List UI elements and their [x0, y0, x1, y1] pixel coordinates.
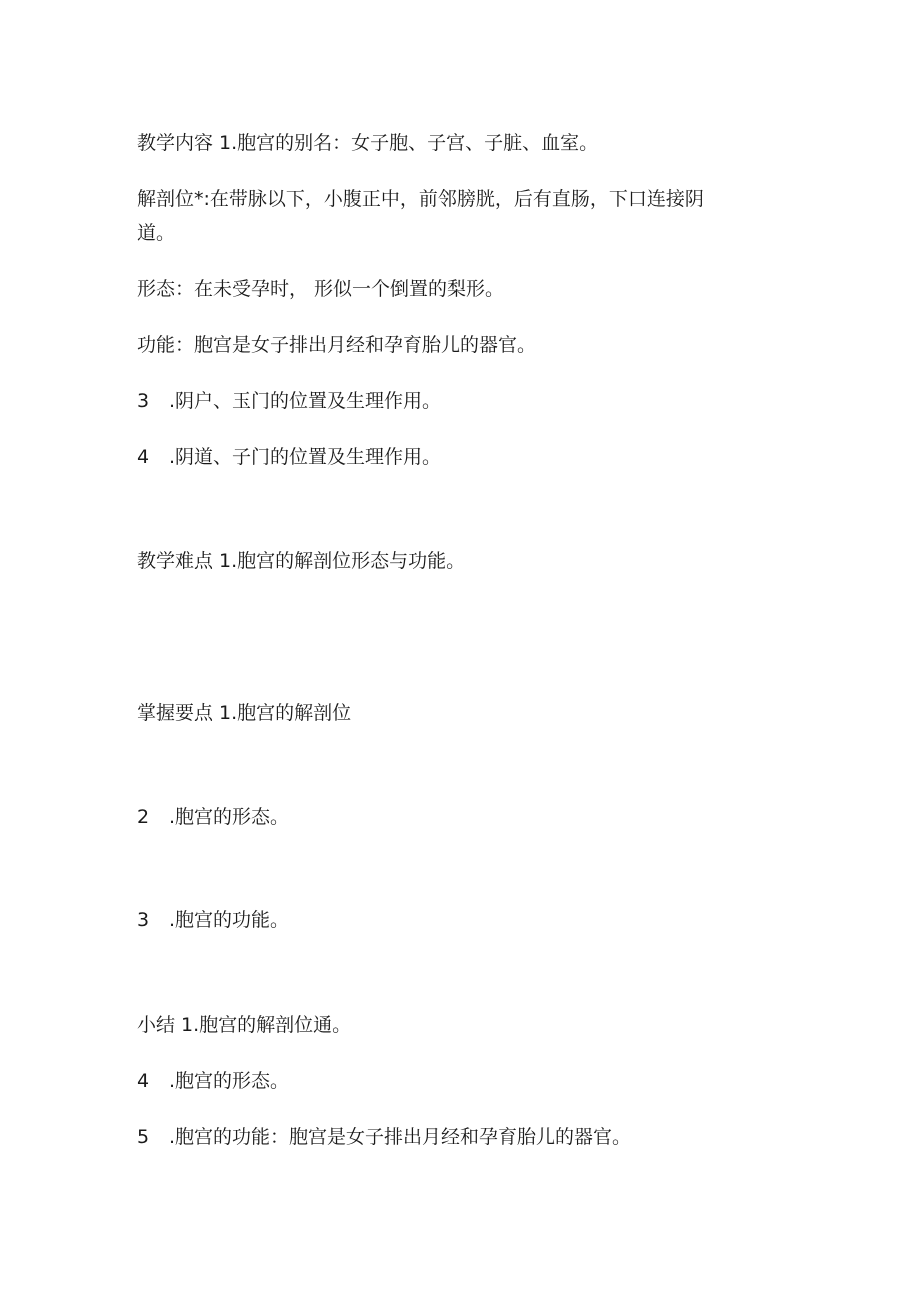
list-number: 4	[137, 446, 150, 468]
content-intro-paragraph: 教学内容 1.胞宫的别名：女子胞、子宫、子脏、血室。	[137, 132, 599, 154]
function-paragraph: 功能：胞宫是女子排出月经和孕育胎儿的器官。	[137, 334, 537, 356]
list-text: .胞宫的形态。	[169, 806, 290, 828]
keypoints-list-item	[137, 800, 737, 834]
list-text: .胞宫的功能。	[169, 909, 290, 931]
keypoints-list-item	[137, 903, 737, 937]
content-list-item	[137, 440, 737, 474]
shape-paragraph: 形态：在未受孕时， 形似一个倒置的梨形。	[137, 278, 505, 300]
list-number: 2	[137, 806, 150, 828]
difficulty-paragraph: 教学难点 1.胞宫的解剖位形态与功能。	[137, 550, 466, 572]
list-number: 3	[137, 390, 150, 412]
list-text: .胞宫的功能：胞宫是女子排出月经和孕育胎儿的器官。	[169, 1126, 632, 1148]
summary-list-item	[137, 1064, 737, 1098]
list-text: .阴户、玉门的位置及生理作用。	[169, 390, 442, 412]
list-text: .胞宫的形态。	[169, 1070, 290, 1092]
summary-paragraph: 小结 1.胞宫的解剖位通。	[137, 1014, 352, 1036]
list-number: 5	[137, 1126, 150, 1148]
anatomy-position-paragraph: 解剖位*:在带脉以下，小腹正中，前邻膀胱，后有直肠，下口连接阴道。	[137, 188, 704, 244]
list-number: 3	[137, 909, 150, 931]
list-number: 4	[137, 1070, 150, 1092]
content-list-item	[137, 384, 737, 418]
keypoints-paragraph: 掌握要点 1.胞宫的解剖位	[137, 702, 352, 724]
summary-list-item	[137, 1120, 737, 1154]
list-text: .阴道、子门的位置及生理作用。	[169, 446, 442, 468]
